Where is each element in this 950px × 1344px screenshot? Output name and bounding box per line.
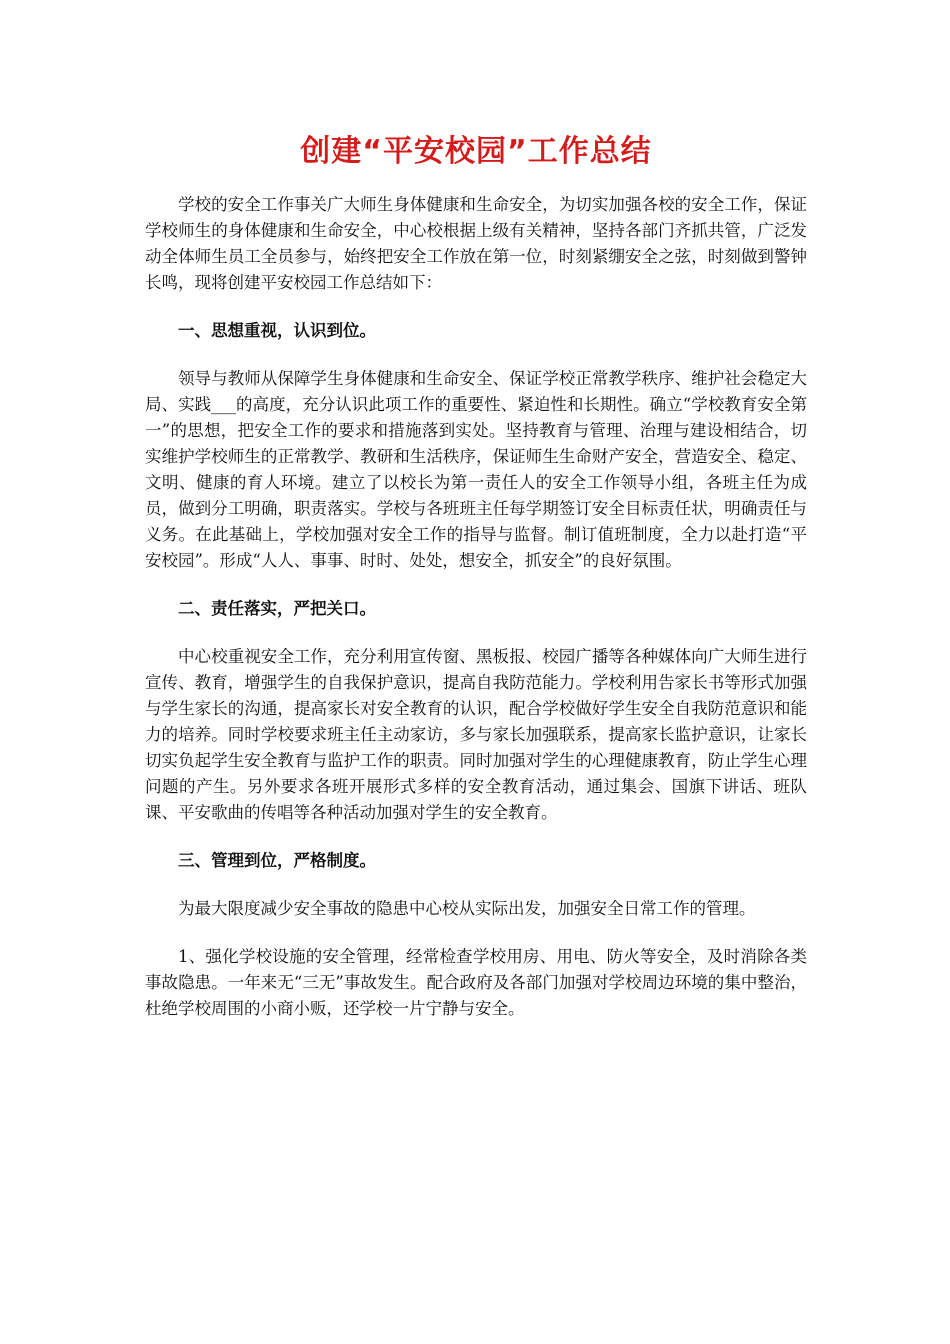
document-title: 创建“平安校园”工作总结: [300, 134, 652, 169]
section-heading-1: 一、思想重视，认识到位。: [178, 321, 376, 340]
section-body-2: 中心校重视安全工作，充分利用宣传窗、黑板报、校园广播等各种媒体向广大师生进行宣传、教育，增强学生的自我保护意识，提高自我防范能力。学校利用告家长书等形式加强与学生家长的沟通，提高家长对安全教育的认识，配合学校做好学生安全自我防范意识和能力的培养。同时学校要求班主任主动家访，多与家长加强联系，提高家长监护意识，让家长切实负起学生安全教育与监护工作的职责。同时加强对学生的心理健康教育，防止学生心理问题的产生。另外要求各班开展形式多样的安全教育活动，通过集会、国旗下讲话、班队课、平安歌曲的传唱等各种活动加强对学生的安全教育。: [145, 647, 807, 822]
list-item-1: 1、强化学校设施的安全管理，经常检查学校用房、用电、防火等安全，及时消除各类事故隐患。一年来无“三无”事故发生。配合政府及各部门加强对学校周边环境的集中整治，杜绝学校周围的小商小贩，还学校一片宁静与安全。: [145, 947, 807, 1018]
section-body-1: 领导与教师从保障学生身体健康和生命安全、保证学校正常教学秩序、维护社会稳定大局、实践___的高度，充分认识此项工作的重要性、紧迫性和长期性。确立“学校教育安全第一”的思想，把安全工作的要求和措施落到实处。坚持教育与管理、治理与建设相结合，切实维护学校师生的正常教学、教研和生活秩序，保证师生生命财产安全，营造安全、稳定、文明、健康的育人环境。建立了以校长为第一责任人的安全工作领导小组，各班主任为成员，做到分工明确，职责落实。学校与各班班主任每学期签订安全目标责任状，明确责任与义务。在此基础上，学校加强对安全工作的指导与监督。制订值班制度，全力以赴打造“平安校园”。形成“人人、事事、时时、处处，想安全，抓安全”的良好氛围。: [145, 369, 807, 570]
section-heading-2: 二、责任落实，严把关口。: [178, 599, 376, 618]
intro-paragraph: 学校的安全工作事关广大师生身体健康和生命安全，为切实加强各校的安全工作，保证学校师生的身体健康和生命安全，中心校根据上级有关精神，坚持各部门齐抓共管，广泛发动全体师生员工全员参与，始终把安全工作放在第一位，时刻紧绷安全之弦，时刻做到警钟长鸣，现将创建平安校园工作总结如下：: [145, 195, 807, 292]
section-heading-3: 三、管理到位，严格制度。: [178, 851, 376, 870]
document-page: [145, 130, 807, 1044]
section-body-3: 为最大限度减少安全事故的隐患中心校从实际出发，加强安全日常工作的管理。: [178, 899, 756, 918]
